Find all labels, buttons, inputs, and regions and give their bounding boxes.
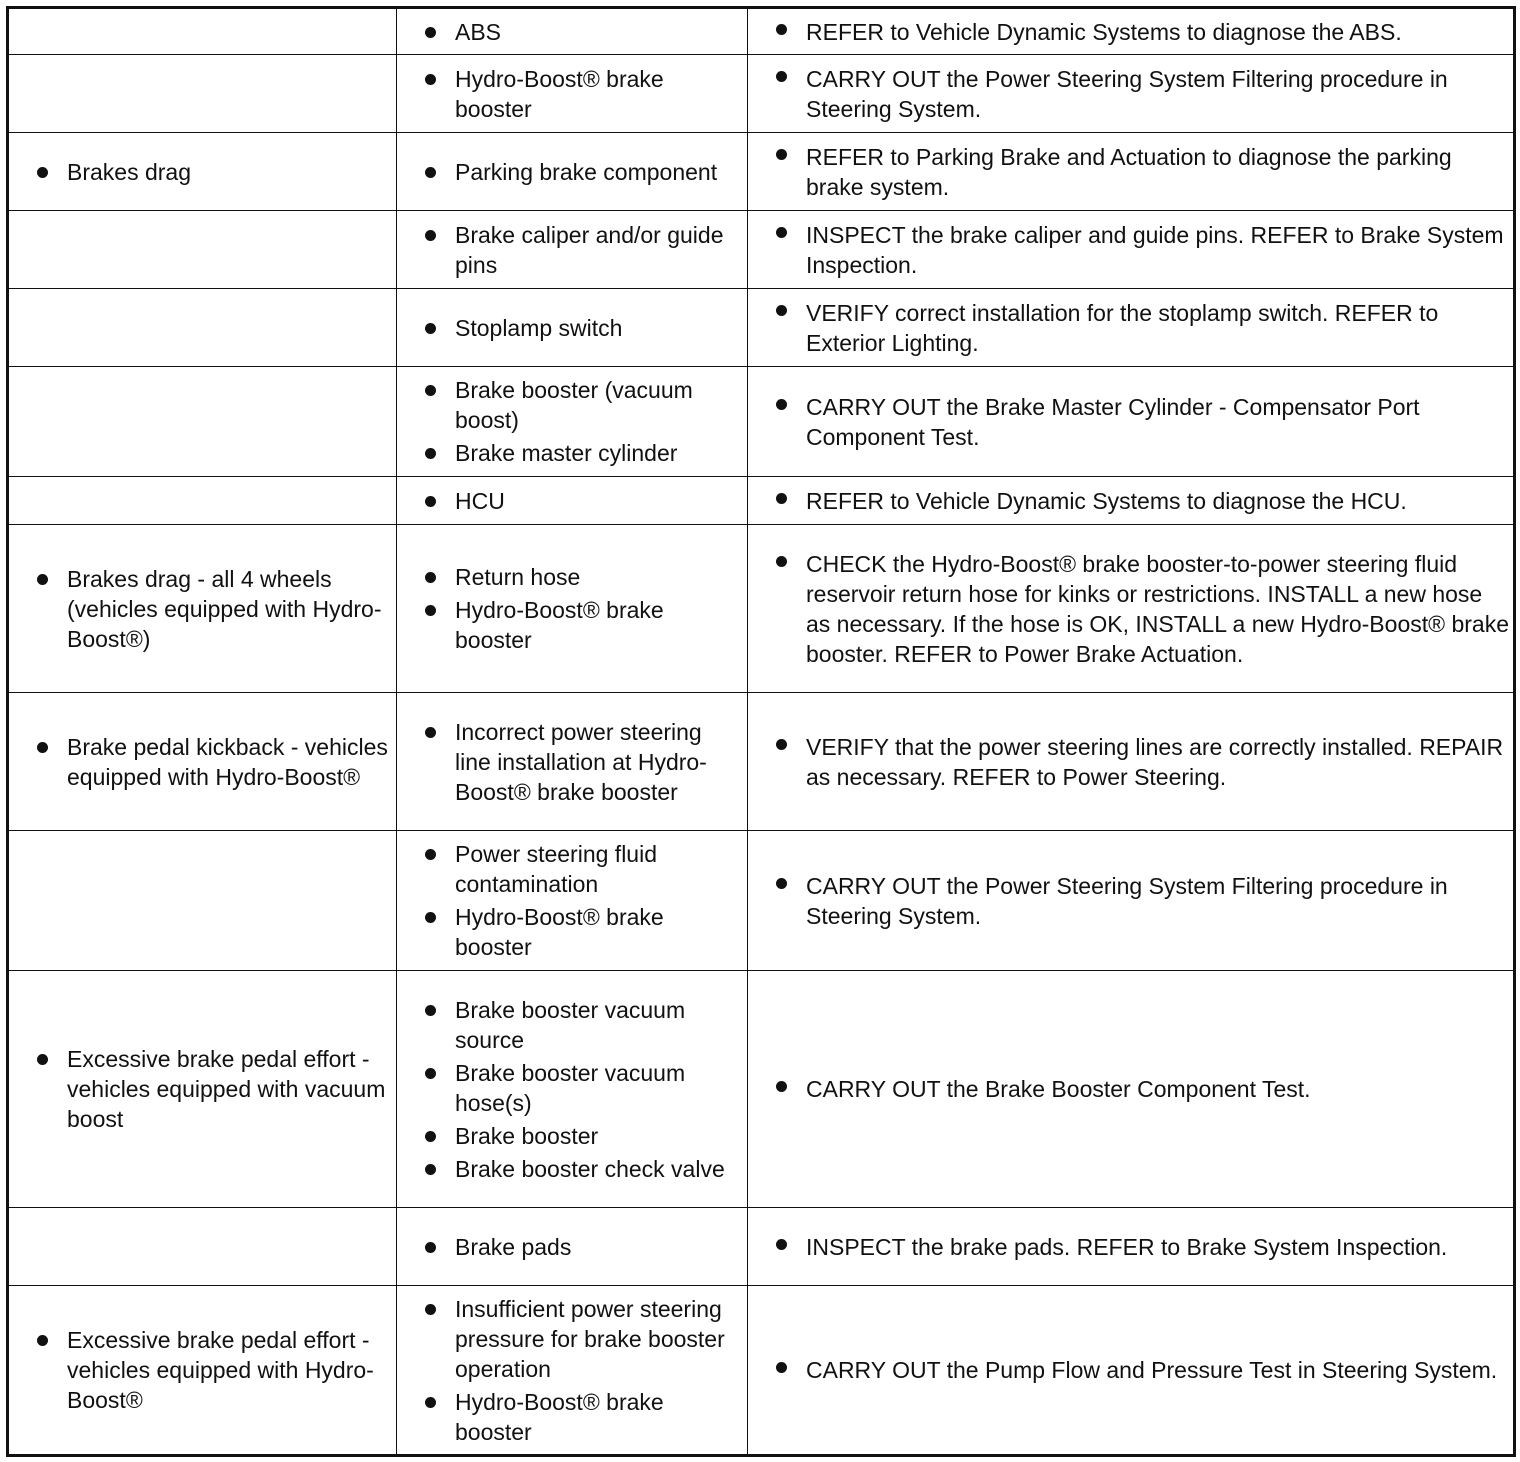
symptom-cell-list [9, 157, 396, 187]
table-row [8, 693, 1515, 831]
action-cell [748, 1208, 1515, 1286]
table-row [8, 525, 1515, 693]
action-cell [748, 831, 1515, 971]
bullet-item: CARRY OUT the Brake Booster Component Test. [806, 1074, 1509, 1104]
source-cell-list [397, 995, 747, 1184]
source-cell [397, 693, 748, 831]
bullet-item: REFER to Parking Brake and Actuation to diagnose the parking brake system. [806, 142, 1509, 202]
source-cell [397, 525, 748, 693]
symptom-cell [8, 831, 397, 971]
bullet-item: Brake booster check valve [455, 1154, 739, 1184]
source-cell-list [397, 839, 747, 962]
source-cell-list [397, 157, 747, 187]
bullet-item: Hydro-Boost® brake booster [455, 902, 739, 962]
symptom-cell [8, 971, 397, 1208]
action-cell [748, 133, 1515, 211]
bullet-item: Return hose [455, 562, 739, 592]
action-cell [748, 55, 1515, 133]
action-cell [748, 693, 1515, 831]
bullet-item: Brake booster vacuum source [455, 995, 739, 1055]
action-cell [748, 1286, 1515, 1456]
bullet-item: CARRY OUT the Power Steering System Filtering procedure in Steering System. [806, 64, 1509, 124]
source-cell-list [397, 17, 747, 47]
action-cell-list [748, 549, 1513, 669]
action-cell-list [748, 392, 1513, 452]
symptom-cell [8, 693, 397, 831]
action-cell [748, 477, 1515, 525]
action-cell [748, 8, 1515, 55]
bullet-item: Insufficient power steering pressure for brake booster operation [455, 1294, 739, 1384]
source-cell-list [397, 1294, 747, 1447]
diagnosis-table [6, 6, 1516, 1457]
bullet-item: Excessive brake pedal effort - vehicles equipped with vacuum boost [67, 1044, 388, 1134]
action-cell-list [748, 1074, 1513, 1104]
symptom-cell [8, 525, 397, 693]
source-cell [397, 55, 748, 133]
bullet-item: REFER to Vehicle Dynamic Systems to diagnose the HCU. [806, 486, 1509, 516]
bullet-item: Brake caliper and/or guide pins [455, 220, 739, 280]
bullet-item: HCU [455, 486, 739, 516]
table-row [8, 55, 1515, 133]
source-cell-list [397, 220, 747, 280]
table-row [8, 8, 1515, 55]
action-cell-list [748, 486, 1513, 516]
source-cell-list [397, 486, 747, 516]
action-cell-list [748, 1232, 1513, 1262]
source-cell [397, 831, 748, 971]
bullet-item: REFER to Vehicle Dynamic Systems to diagnose the ABS. [806, 17, 1509, 47]
symptom-cell [8, 55, 397, 133]
action-cell-list [748, 298, 1513, 358]
table-row [8, 831, 1515, 971]
action-cell-list [748, 220, 1513, 280]
symptom-cell [8, 477, 397, 525]
source-cell [397, 289, 748, 367]
action-cell [748, 971, 1515, 1208]
table-body [8, 8, 1515, 1456]
symptom-cell [8, 133, 397, 211]
bullet-item: CHECK the Hydro-Boost® brake booster-to-power steering fluid reservoir return hose for kinks or restrictions. INSTALL a new hose as necessary. If the hose is OK, INSTALL a new Hydro-Boost® brake booster. REFER to Power Brake Actuation. [806, 550, 1509, 667]
bullet-item: VERIFY that the power steering lines are correctly installed. REPAIR as necessary. REFER to Power Steering. [806, 732, 1509, 792]
action-cell-list [748, 871, 1513, 931]
source-cell [397, 1286, 748, 1456]
symptom-cell [8, 211, 397, 289]
bullet-item: Hydro-Boost® brake booster [455, 64, 739, 124]
bullet-item: Power steering fluid contamination [455, 839, 739, 899]
symptom-cell-list [9, 1044, 396, 1134]
bullet-item: Brake master cylinder [455, 438, 739, 468]
bullet-item: Hydro-Boost® brake booster [455, 1387, 739, 1447]
bullet-item: CARRY OUT the Power Steering System Filtering procedure in Steering System. [806, 871, 1509, 931]
bullet-item: INSPECT the brake pads. REFER to Brake System Inspection. [806, 1232, 1509, 1262]
action-cell [748, 367, 1515, 477]
action-cell [748, 289, 1515, 367]
bullet-item: Incorrect power steering line installation at Hydro-Boost® brake booster [455, 717, 739, 807]
action-cell-list [748, 142, 1513, 202]
source-cell-list [397, 562, 747, 655]
bullet-item: Hydro-Boost® brake booster [455, 595, 739, 655]
symptom-cell [8, 289, 397, 367]
source-cell [397, 1208, 748, 1286]
source-cell [397, 211, 748, 289]
table-row [8, 1286, 1515, 1456]
source-cell-list [397, 64, 747, 124]
source-cell-list [397, 717, 747, 807]
symptom-cell [8, 367, 397, 477]
source-cell [397, 367, 748, 477]
action-cell-list [748, 64, 1513, 124]
action-cell-list [748, 1355, 1513, 1385]
bullet-item: Brake pads [455, 1232, 739, 1262]
action-cell-list [748, 17, 1513, 47]
table-row [8, 477, 1515, 525]
bullet-item: CARRY OUT the Pump Flow and Pressure Test in Steering System. [806, 1355, 1509, 1385]
symptom-cell-list [9, 732, 396, 792]
table-row [8, 211, 1515, 289]
action-cell [748, 525, 1515, 693]
bullet-item: Brakes drag [67, 157, 388, 187]
symptom-cell [8, 8, 397, 55]
table-row [8, 289, 1515, 367]
bullet-item: Stoplamp switch [455, 313, 739, 343]
action-cell-list [748, 732, 1513, 792]
bullet-item: Brakes drag - all 4 wheels (vehicles equipped with Hydro-Boost®) [67, 564, 388, 654]
bullet-item: Brake booster vacuum hose(s) [455, 1058, 739, 1118]
table-row [8, 133, 1515, 211]
symptom-cell-list [9, 1325, 396, 1415]
source-cell [397, 133, 748, 211]
bullet-item: CARRY OUT the Brake Master Cylinder - Compensator Port Component Test. [806, 392, 1509, 452]
symptom-cell [8, 1286, 397, 1456]
symptom-cell [8, 1208, 397, 1286]
source-cell [397, 971, 748, 1208]
bullet-item: Excessive brake pedal effort - vehicles equipped with Hydro-Boost® [67, 1325, 388, 1415]
source-cell-list [397, 1232, 747, 1262]
bullet-item: Brake booster (vacuum boost) [455, 375, 739, 435]
bullet-item: INSPECT the brake caliper and guide pins. REFER to Brake System Inspection. [806, 220, 1509, 280]
table-row [8, 1208, 1515, 1286]
action-cell [748, 211, 1515, 289]
bullet-item: Brake pedal kickback - vehicles equipped with Hydro-Boost® [67, 733, 388, 790]
symptom-cell-list [9, 564, 396, 654]
source-cell-list [397, 375, 747, 468]
bullet-item: ABS [455, 17, 739, 47]
table-row [8, 367, 1515, 477]
source-cell [397, 8, 748, 55]
source-cell [397, 477, 748, 525]
bullet-item: VERIFY correct installation for the stoplamp switch. REFER to Exterior Lighting. [806, 298, 1509, 358]
table-row [8, 971, 1515, 1208]
bullet-item: Parking brake component [455, 157, 739, 187]
bullet-item: Brake booster [455, 1121, 739, 1151]
source-cell-list [397, 313, 747, 343]
